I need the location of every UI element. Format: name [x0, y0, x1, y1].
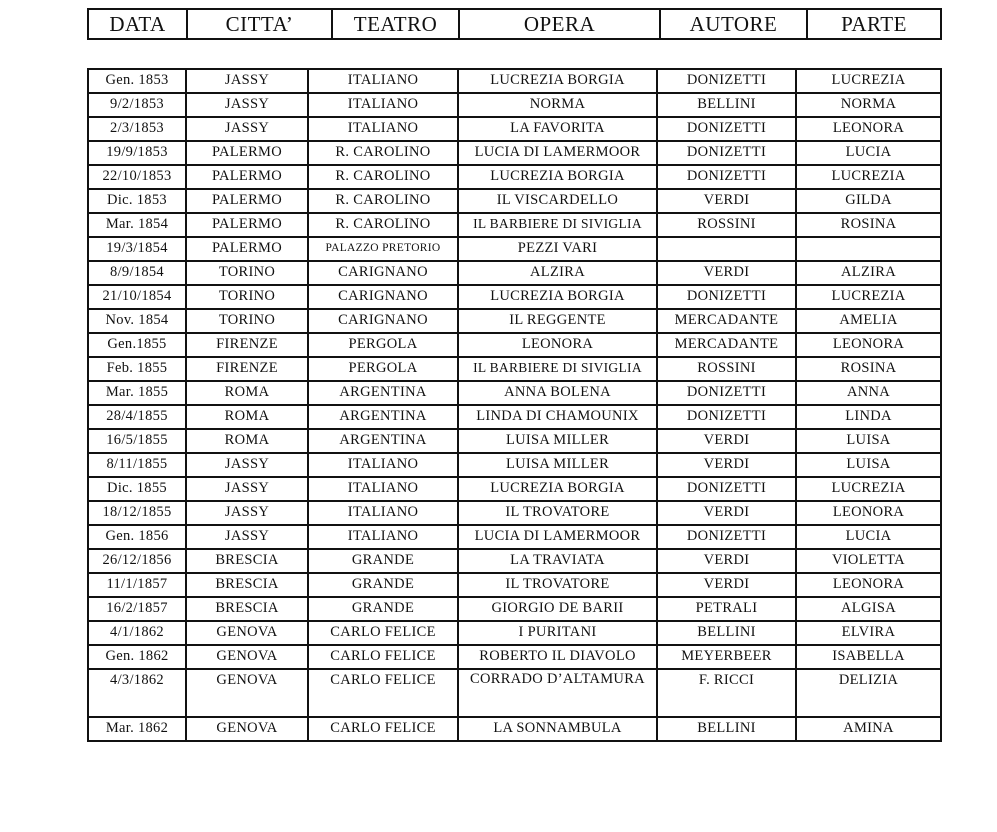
cell-citta: ROMA — [186, 381, 308, 405]
cell-citta: PALERMO — [186, 237, 308, 261]
cell-opera: GIORGIO DE BARII — [458, 597, 657, 621]
cell-parte: ISABELLA — [796, 645, 941, 669]
cell-autore: VERDI — [657, 189, 796, 213]
cell-teatro: PERGOLA — [308, 357, 458, 381]
cell-teatro: CARLO FELICE — [308, 645, 458, 669]
cell-data: Mar. 1855 — [88, 381, 186, 405]
header-row — [88, 9, 941, 39]
header-data: DATA — [109, 11, 166, 36]
cell-data: 11/1/1857 — [88, 573, 186, 597]
header-teatro: TEATRO — [332, 9, 459, 39]
header-citta: CITTA’ — [187, 9, 332, 39]
cell-parte: LUCREZIA — [796, 165, 941, 189]
table-row — [88, 309, 941, 333]
cell-data: 19/9/1853 — [88, 141, 186, 165]
cell-autore: VERDI — [657, 261, 796, 285]
cell-autore: DONIZETTI — [657, 381, 796, 405]
cell-autore: MERCADANTE — [657, 309, 796, 333]
cell-data: 22/10/1853 — [88, 165, 186, 189]
cell-teatro: ARGENTINA — [308, 405, 458, 429]
cell-autore: DONIZETTI — [657, 285, 796, 309]
cell-opera: LUCREZIA BORGIA — [458, 477, 657, 501]
cell-citta: TORINO — [186, 309, 308, 333]
cell-opera: LINDA DI CHAMOUNIX — [458, 405, 657, 429]
cell-parte: ALGISA — [796, 597, 941, 621]
cell-parte: VIOLETTA — [796, 549, 941, 573]
cell-opera: IL VISCARDELLO — [458, 189, 657, 213]
cell-citta: PALERMO — [186, 189, 308, 213]
header-opera: OPERA — [459, 9, 660, 39]
cell-autore: DONIZETTI — [657, 477, 796, 501]
cell-citta: JASSY — [186, 69, 308, 93]
cell-parte: ALZIRA — [796, 261, 941, 285]
header-autore: AUTORE — [660, 9, 807, 39]
cell-data: Mar. 1854 — [88, 213, 186, 237]
table-row — [88, 429, 941, 453]
cell-citta: JASSY — [186, 477, 308, 501]
cell-opera: LA SONNAMBULA — [458, 717, 657, 741]
cell-data: Dic. 1853 — [88, 189, 186, 213]
cell-parte: AMELIA — [796, 309, 941, 333]
cell-autore: DONIZETTI — [657, 141, 796, 165]
cell-autore: PETRALI — [657, 597, 796, 621]
cell-parte: AMINA — [796, 717, 941, 741]
table-row — [88, 477, 941, 501]
cell-citta: FIRENZE — [186, 357, 308, 381]
cell-teatro: ARGENTINA — [308, 381, 458, 405]
table-row — [88, 357, 941, 381]
cell-data: Gen.1855 — [88, 333, 186, 357]
cell-opera: IL BARBIERE DI SIVIGLIA — [458, 213, 657, 237]
cell-teatro: ITALIANO — [308, 93, 458, 117]
cell-data: 19/3/1854 — [88, 237, 186, 261]
table-row — [88, 669, 941, 717]
table-row — [88, 117, 941, 141]
header-parte: PARTE — [807, 9, 941, 39]
cell-citta: ROMA — [186, 405, 308, 429]
table-row — [88, 213, 941, 237]
cell-data: 2/3/1853 — [88, 117, 186, 141]
cell-opera: I PURITANI — [458, 621, 657, 645]
table-row — [88, 453, 941, 477]
cell-autore: ROSSINI — [657, 357, 796, 381]
cell-parte: LINDA — [796, 405, 941, 429]
cell-parte: LUCREZIA — [796, 69, 941, 93]
cell-citta: BRESCIA — [186, 597, 308, 621]
cell-parte: LEONORA — [796, 501, 941, 525]
cell-opera: LA FAVORITA — [458, 117, 657, 141]
cell-data: 21/10/1854 — [88, 285, 186, 309]
cell-data: 26/12/1856 — [88, 549, 186, 573]
cell-citta: GENOVA — [186, 645, 308, 669]
cell-parte: ELVIRA — [796, 621, 941, 645]
cell-citta: GENOVA — [186, 621, 308, 645]
cell-data: Nov. 1854 — [88, 309, 186, 333]
table-row — [88, 621, 941, 645]
cell-teatro: ITALIANO — [308, 69, 458, 93]
cell-opera: IL TROVATORE — [458, 573, 657, 597]
table-row — [88, 501, 941, 525]
cell-opera: IL BARBIERE DI SIVIGLIA — [458, 357, 657, 381]
cell-citta: BRESCIA — [186, 573, 308, 597]
cell-parte: NORMA — [796, 93, 941, 117]
table-row — [88, 549, 941, 573]
cell-data: 18/12/1855 — [88, 501, 186, 525]
cell-citta: JASSY — [186, 453, 308, 477]
cell-teatro: R. CAROLINO — [308, 141, 458, 165]
table-row — [88, 189, 941, 213]
table-row — [88, 645, 941, 669]
cell-opera: LEONORA — [458, 333, 657, 357]
cell-autore: DONIZETTI — [657, 69, 796, 93]
cell-parte: ROSINA — [796, 213, 941, 237]
cell-teatro: ARGENTINA — [308, 429, 458, 453]
cell-citta: FIRENZE — [186, 333, 308, 357]
cell-autore: BELLINI — [657, 93, 796, 117]
cell-autore: MEYERBEER — [657, 645, 796, 669]
cell-citta: PALERMO — [186, 165, 308, 189]
cell-opera: IL TROVATORE — [458, 501, 657, 525]
cell-parte: GILDA — [796, 189, 941, 213]
table-row — [88, 285, 941, 309]
cell-data: Gen. 1856 — [88, 525, 186, 549]
cell-opera: LA TRAVIATA — [458, 549, 657, 573]
cell-data: 28/4/1855 — [88, 405, 186, 429]
cell-teatro: CARLO FELICE — [308, 669, 458, 717]
cell-data: Feb. 1855 — [88, 357, 186, 381]
table-row — [88, 717, 941, 741]
cell-opera: LUISA MILLER — [458, 453, 657, 477]
cell-autore: DONIZETTI — [657, 405, 796, 429]
cell-autore: VERDI — [657, 573, 796, 597]
cell-opera: LUCIA DI LAMERMOOR — [458, 525, 657, 549]
cell-citta: JASSY — [186, 117, 308, 141]
cell-parte: LUCIA — [796, 525, 941, 549]
cell-citta: PALERMO — [186, 213, 308, 237]
cell-parte: LUCREZIA — [796, 477, 941, 501]
cell-citta: GENOVA — [186, 717, 308, 741]
cell-citta: JASSY — [186, 501, 308, 525]
table-row — [88, 165, 941, 189]
cell-parte: LUISA — [796, 453, 941, 477]
table-row — [88, 93, 941, 117]
cell-opera: ANNA BOLENA — [458, 381, 657, 405]
cell-opera: PEZZI VARI — [458, 237, 657, 261]
cell-teatro: CARLO FELICE — [308, 717, 458, 741]
cell-teatro: PERGOLA — [308, 333, 458, 357]
cell-autore: DONIZETTI — [657, 165, 796, 189]
cell-citta: PALERMO — [186, 141, 308, 165]
cell-parte: LEONORA — [796, 117, 941, 141]
cell-citta: ROMA — [186, 429, 308, 453]
cell-teatro: CARIGNANO — [308, 285, 458, 309]
cell-autore — [657, 237, 796, 261]
cell-data: 16/2/1857 — [88, 597, 186, 621]
cell-teatro: ITALIANO — [308, 525, 458, 549]
cell-autore: DONIZETTI — [657, 117, 796, 141]
table-row — [88, 405, 941, 429]
cell-teatro: R. CAROLINO — [308, 165, 458, 189]
cell-teatro: PALAZZO PRETORIO — [308, 237, 458, 261]
cell-parte: LEONORA — [796, 333, 941, 357]
header-table — [87, 8, 942, 40]
cell-autore: ROSSINI — [657, 213, 796, 237]
cell-citta: TORINO — [186, 285, 308, 309]
cell-autore: VERDI — [657, 453, 796, 477]
cell-data: 16/5/1855 — [88, 429, 186, 453]
cell-opera: LUCREZIA BORGIA — [458, 165, 657, 189]
cell-data: 9/2/1853 — [88, 93, 186, 117]
cell-data: Gen. 1853 — [88, 69, 186, 93]
cell-citta: TORINO — [186, 261, 308, 285]
cell-parte: DELIZIA — [796, 669, 941, 717]
cell-data: 8/9/1854 — [88, 261, 186, 285]
cell-teatro: ITALIANO — [308, 477, 458, 501]
cell-parte: LUISA — [796, 429, 941, 453]
table-row — [88, 381, 941, 405]
cell-opera: LUCREZIA BORGIA — [458, 69, 657, 93]
cell-autore: VERDI — [657, 429, 796, 453]
cell-autore: DONIZETTI — [657, 525, 796, 549]
table-row — [88, 525, 941, 549]
cell-data: 4/1/1862 — [88, 621, 186, 645]
cell-citta: JASSY — [186, 525, 308, 549]
cell-opera: CORRADO D’ALTAMURA — [458, 669, 657, 717]
cell-parte: LUCIA — [796, 141, 941, 165]
cell-teatro: ITALIANO — [308, 501, 458, 525]
table-row — [88, 141, 941, 165]
cell-opera: NORMA — [458, 93, 657, 117]
cell-citta: GENOVA — [186, 669, 308, 717]
cell-autore: BELLINI — [657, 621, 796, 645]
cell-opera: ROBERTO IL DIAVOLO — [458, 645, 657, 669]
cell-data: Dic. 1855 — [88, 477, 186, 501]
cell-teatro: CARLO FELICE — [308, 621, 458, 645]
cell-autore: F. RICCI — [657, 669, 796, 717]
cell-parte: ANNA — [796, 381, 941, 405]
cell-parte: ROSINA — [796, 357, 941, 381]
cell-opera: LUISA MILLER — [458, 429, 657, 453]
table-row — [88, 237, 941, 261]
cell-teatro: CARIGNANO — [308, 261, 458, 285]
table-row — [88, 261, 941, 285]
cell-teatro: R. CAROLINO — [308, 189, 458, 213]
cell-opera: ALZIRA — [458, 261, 657, 285]
table-row — [88, 69, 941, 93]
cell-parte: LUCREZIA — [796, 285, 941, 309]
cell-teatro: GRANDE — [308, 597, 458, 621]
cell-parte: LEONORA — [796, 573, 941, 597]
cell-citta: JASSY — [186, 93, 308, 117]
cell-data: Mar. 1862 — [88, 717, 186, 741]
cell-teatro: CARIGNANO — [308, 309, 458, 333]
table-row — [88, 573, 941, 597]
cell-teatro: ITALIANO — [308, 453, 458, 477]
cell-teatro: ITALIANO — [308, 117, 458, 141]
cell-opera: LUCIA DI LAMERMOOR — [458, 141, 657, 165]
cell-opera: IL REGGENTE — [458, 309, 657, 333]
cell-data: Gen. 1862 — [88, 645, 186, 669]
cell-autore: VERDI — [657, 549, 796, 573]
cell-autore: MERCADANTE — [657, 333, 796, 357]
cell-autore: BELLINI — [657, 717, 796, 741]
table-row — [88, 597, 941, 621]
cell-data: 4/3/1862 — [88, 669, 186, 717]
cell-teatro: R. CAROLINO — [308, 213, 458, 237]
cell-teatro: GRANDE — [308, 573, 458, 597]
cell-teatro: GRANDE — [308, 549, 458, 573]
cell-autore: VERDI — [657, 501, 796, 525]
cell-data: 8/11/1855 — [88, 453, 186, 477]
cell-citta: BRESCIA — [186, 549, 308, 573]
cell-parte — [796, 237, 941, 261]
records-table — [87, 68, 942, 742]
table-row — [88, 333, 941, 357]
cell-opera: LUCREZIA BORGIA — [458, 285, 657, 309]
